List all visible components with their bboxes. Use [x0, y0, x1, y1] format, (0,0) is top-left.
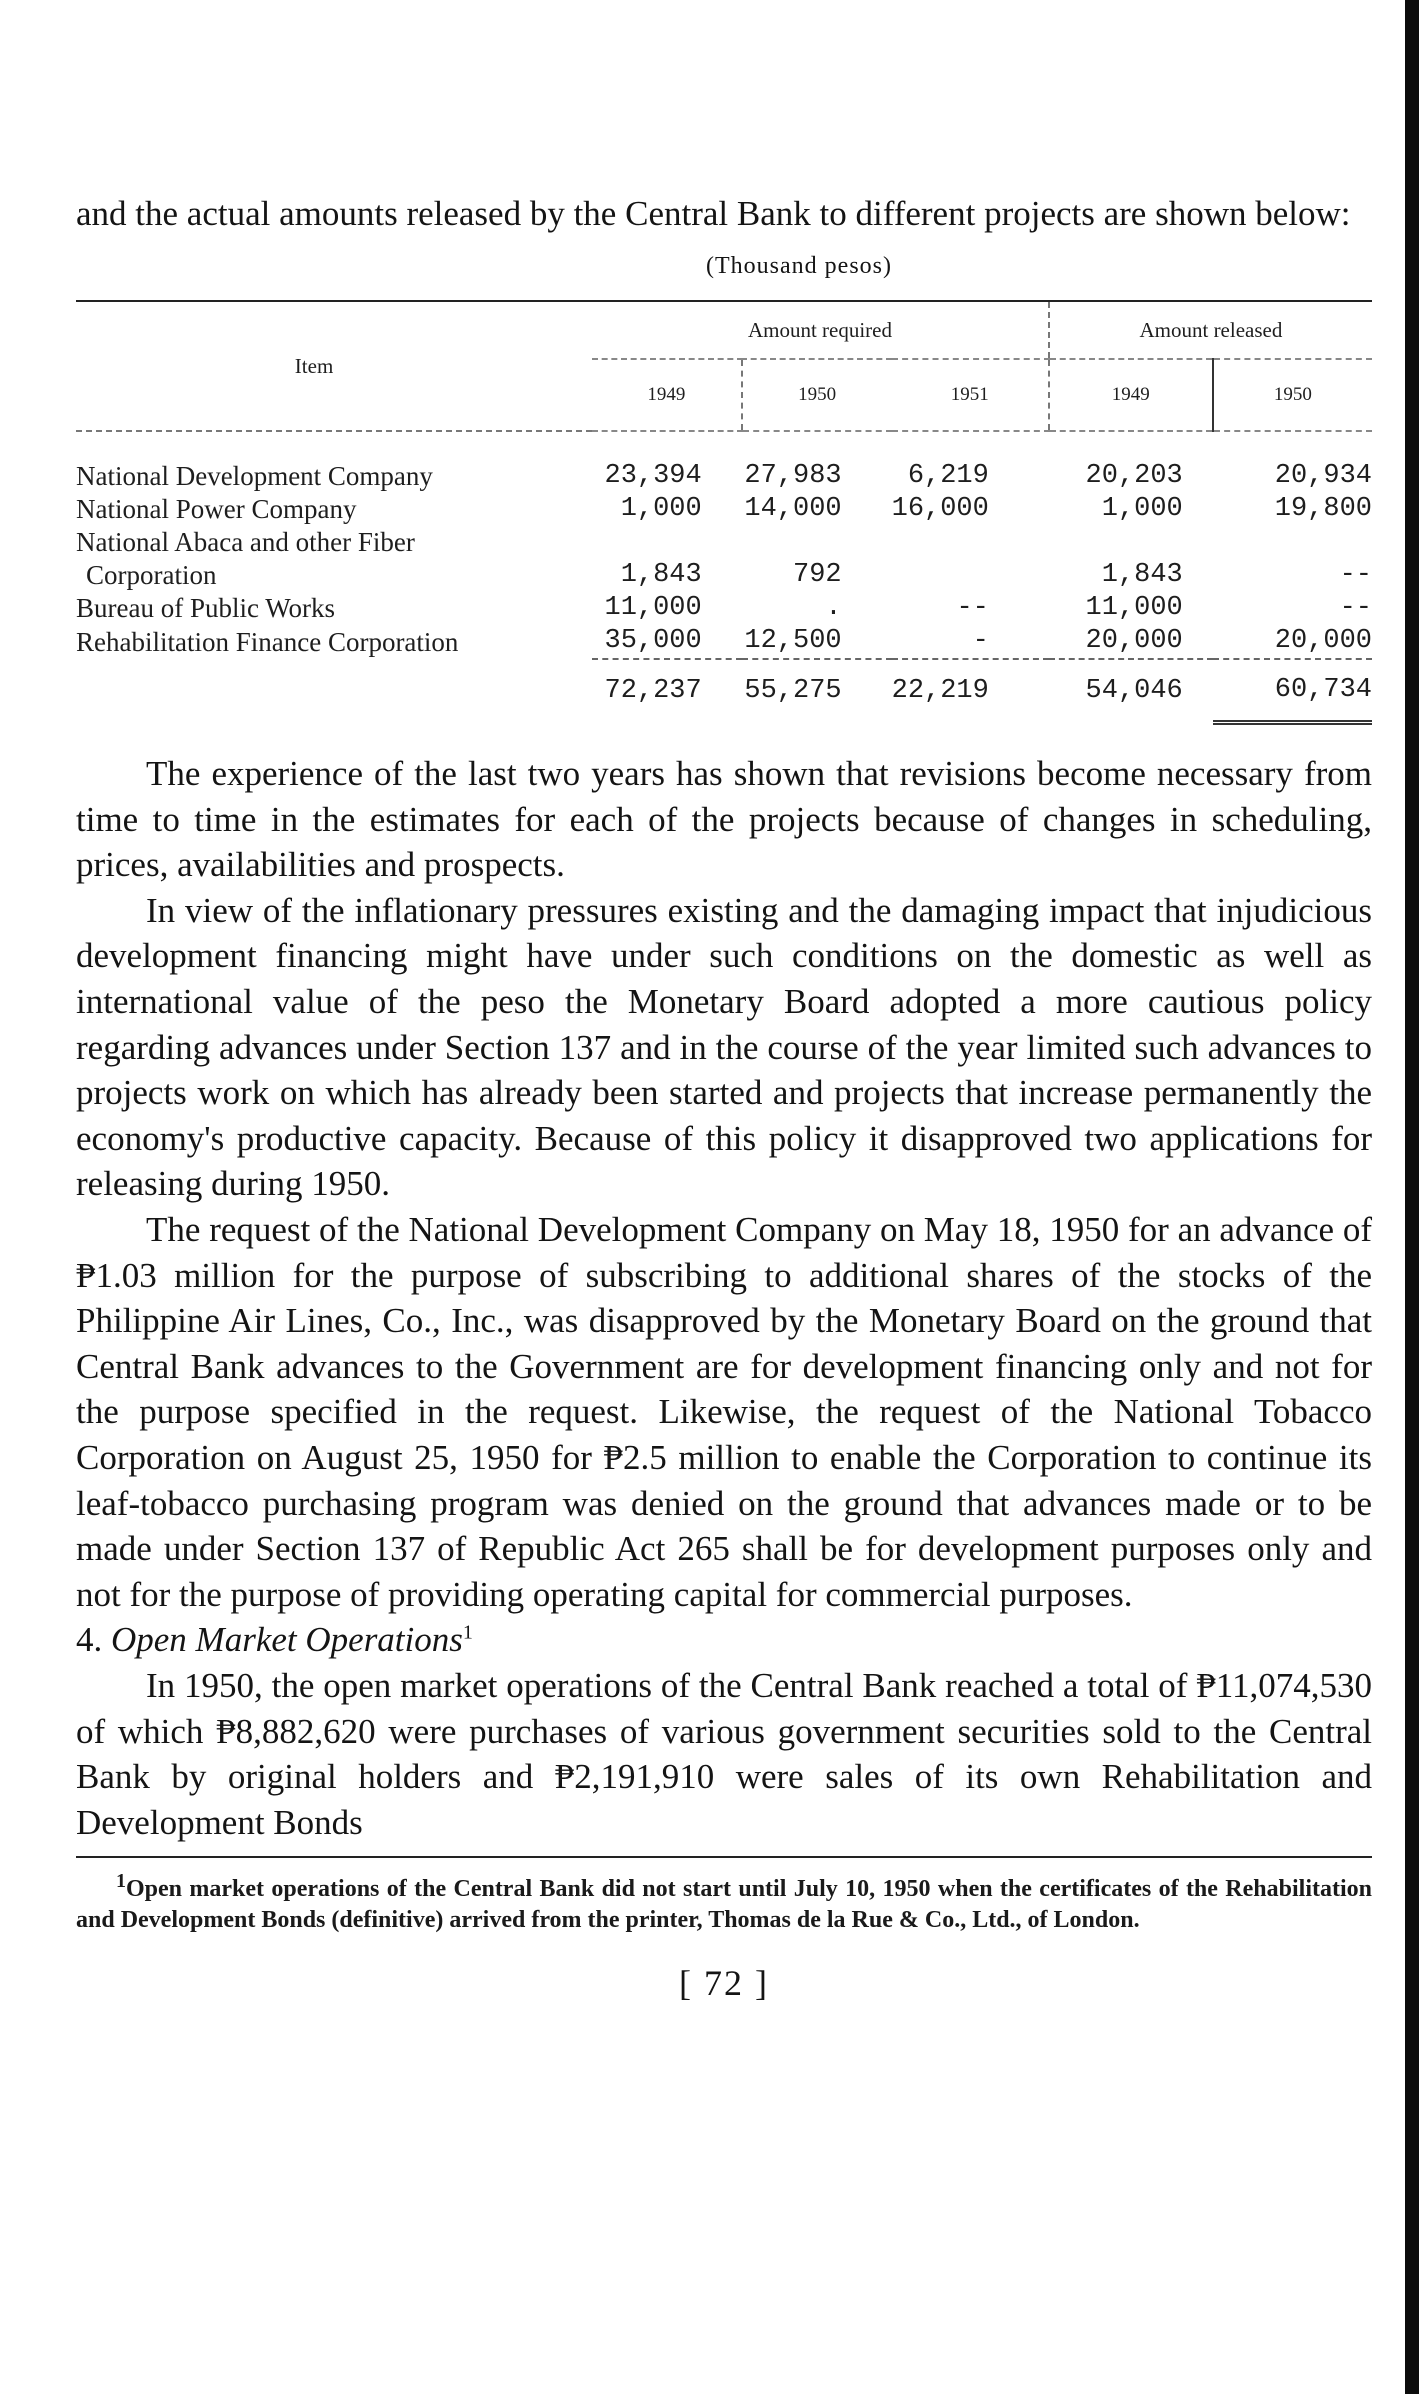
table-row: [76, 493, 1372, 526]
cell-value: 1,843: [620, 560, 702, 590]
cell-value: 11,000: [604, 593, 702, 623]
total-value: 22,219: [892, 659, 1049, 723]
row-item: Bureau of Public Works: [76, 593, 336, 623]
cell-value: 1,843: [1101, 560, 1183, 590]
row-item: National Development Company: [76, 461, 433, 491]
cell-value: --: [956, 593, 989, 623]
unit-label: (Thousand pesos): [706, 253, 892, 279]
cell-value: 16,000: [891, 494, 989, 524]
totals-label-cell: [76, 659, 592, 723]
amount-released-header: Amount released: [1049, 301, 1372, 359]
totals-row: [76, 659, 1372, 723]
row-item: National Abaca and other Fiber: [76, 527, 415, 557]
footnote-divider: [76, 1856, 1372, 1858]
paragraph: The experience of the last two years has shown that revisions become necessary from time to time in the estimates for each of the projects because of changes in scheduling, prices, availabilities and prospects.: [76, 754, 1372, 885]
cell-value: .: [825, 593, 842, 623]
cell-value: 35,000: [604, 626, 702, 656]
year-header: 1949: [1049, 359, 1213, 431]
cell-value: 20,203: [1085, 461, 1183, 491]
cell-value: --: [1339, 593, 1372, 623]
row-item: Rehabilitation Finance Corporation: [76, 626, 459, 657]
footnote-mark: 1: [116, 1869, 126, 1892]
page-number: [ 72 ]: [679, 1962, 769, 2003]
cell-value: 27,983: [744, 461, 842, 491]
cell-value: 12,500: [744, 626, 842, 656]
table-row: [76, 526, 1372, 559]
table-row: [76, 625, 1372, 659]
cell-value: [742, 526, 892, 559]
section-number: 4.: [76, 1620, 103, 1660]
cell-value: 6,219: [907, 461, 989, 491]
total-value: 72,237: [592, 659, 742, 723]
cell-value: -: [972, 626, 989, 656]
total-value: 54,046: [1049, 659, 1213, 723]
row-item: Corporation: [86, 560, 217, 590]
section-paragraph: In 1950, the open market operations of the Central Bank reached a total of ₱11,074,530 of which ₱8,882,620 were purchases of various government securities sold to the Central Bank by original holders and ₱2,191,910 were sales of its own Rehabilitation and Development Bonds: [76, 1666, 1372, 1843]
cell-value: --: [1339, 560, 1372, 590]
year-header: 1950: [1213, 359, 1372, 431]
total-value: 55,275: [742, 659, 892, 723]
cell-value: 20,000: [1085, 626, 1183, 656]
footnote-text: Open market operations of the Central Bank did not start until July 10, 1950 when the certificates of the Rehabilitation and Development Bonds (definitive) arrived from the printer, Thomas de la Rue & Co., Ltd., of London.: [76, 1875, 1372, 1933]
section-title: Open Market Operations: [111, 1620, 463, 1660]
total-value: 60,734: [1213, 659, 1372, 723]
section-heading: [76, 1617, 1372, 1663]
footnote-reference: 1: [462, 1621, 473, 1644]
paragraph: The request of the National Development Company on May 18, 1950 for an advance of ₱1.03 million for the purpose of subscribing to additional shares of the stocks of the Philippine Air Lines, Co., Inc., was disapproved by the Monetary Board on the ground that Central Bank advances to the Government are for development financing only and not for the purpose specified in the request. Likewise, the request of the National Tobacco Corporation on August 25, 1950 for ₱2.5 million to enable the Corporation to continue its leaf-tobacco purchasing program was denied on the ground that advances made or to be made under Section 137 of Republic Act 265 shall be for development purposes only and not for the purpose of providing operating capital for commercial purposes.: [76, 1209, 1372, 1614]
cell-value: 20,000: [1274, 626, 1372, 656]
cell-value: 1,000: [620, 494, 702, 524]
table-row: [76, 431, 1372, 493]
item-header: Item: [76, 301, 592, 431]
cell-value: 11,000: [1085, 593, 1183, 623]
amount-required-header: Amount required: [592, 301, 1049, 359]
table-row: [76, 559, 1372, 592]
footnote: [76, 1869, 1372, 1936]
cell-value: [892, 526, 1049, 559]
cell-value: 23,394: [604, 461, 702, 491]
cell-value: [1049, 526, 1213, 559]
cell-value: 20,934: [1274, 461, 1372, 491]
intro-text: and the actual amounts released by the Central Bank to different projects are shown below:: [76, 194, 1351, 233]
row-item: National Power Company: [76, 494, 357, 524]
cell-value: 19,800: [1274, 494, 1372, 524]
cell-value: [1213, 526, 1372, 559]
year-header: 1949: [592, 359, 742, 431]
cell-value: 14,000: [744, 494, 842, 524]
scan-edge: [1405, 0, 1419, 2394]
paragraph: In view of the inflationary pressures existing and the damaging impact that injudicious development financing might have under such conditions on the domestic as well as international value of the peso the Monetary Board adopted a more cautious policy regarding advances under Section 137 and in the course of the year limited such advances to projects work on which has already been started and projects that increase permanently the economy's productive capacity. Because of this policy it disapproved two applications for releasing during 1950.: [76, 890, 1372, 1204]
document-page: [76, 190, 1372, 2004]
cell-value: [592, 526, 742, 559]
year-header: 1951: [892, 359, 1049, 431]
year-header: 1950: [742, 359, 892, 431]
body-text: [76, 751, 1372, 1846]
cell-value: [892, 559, 1049, 592]
cell-value: 792: [793, 560, 842, 590]
cell-value: 1,000: [1101, 494, 1183, 524]
release-table: [76, 300, 1372, 725]
table-row: [76, 592, 1372, 625]
